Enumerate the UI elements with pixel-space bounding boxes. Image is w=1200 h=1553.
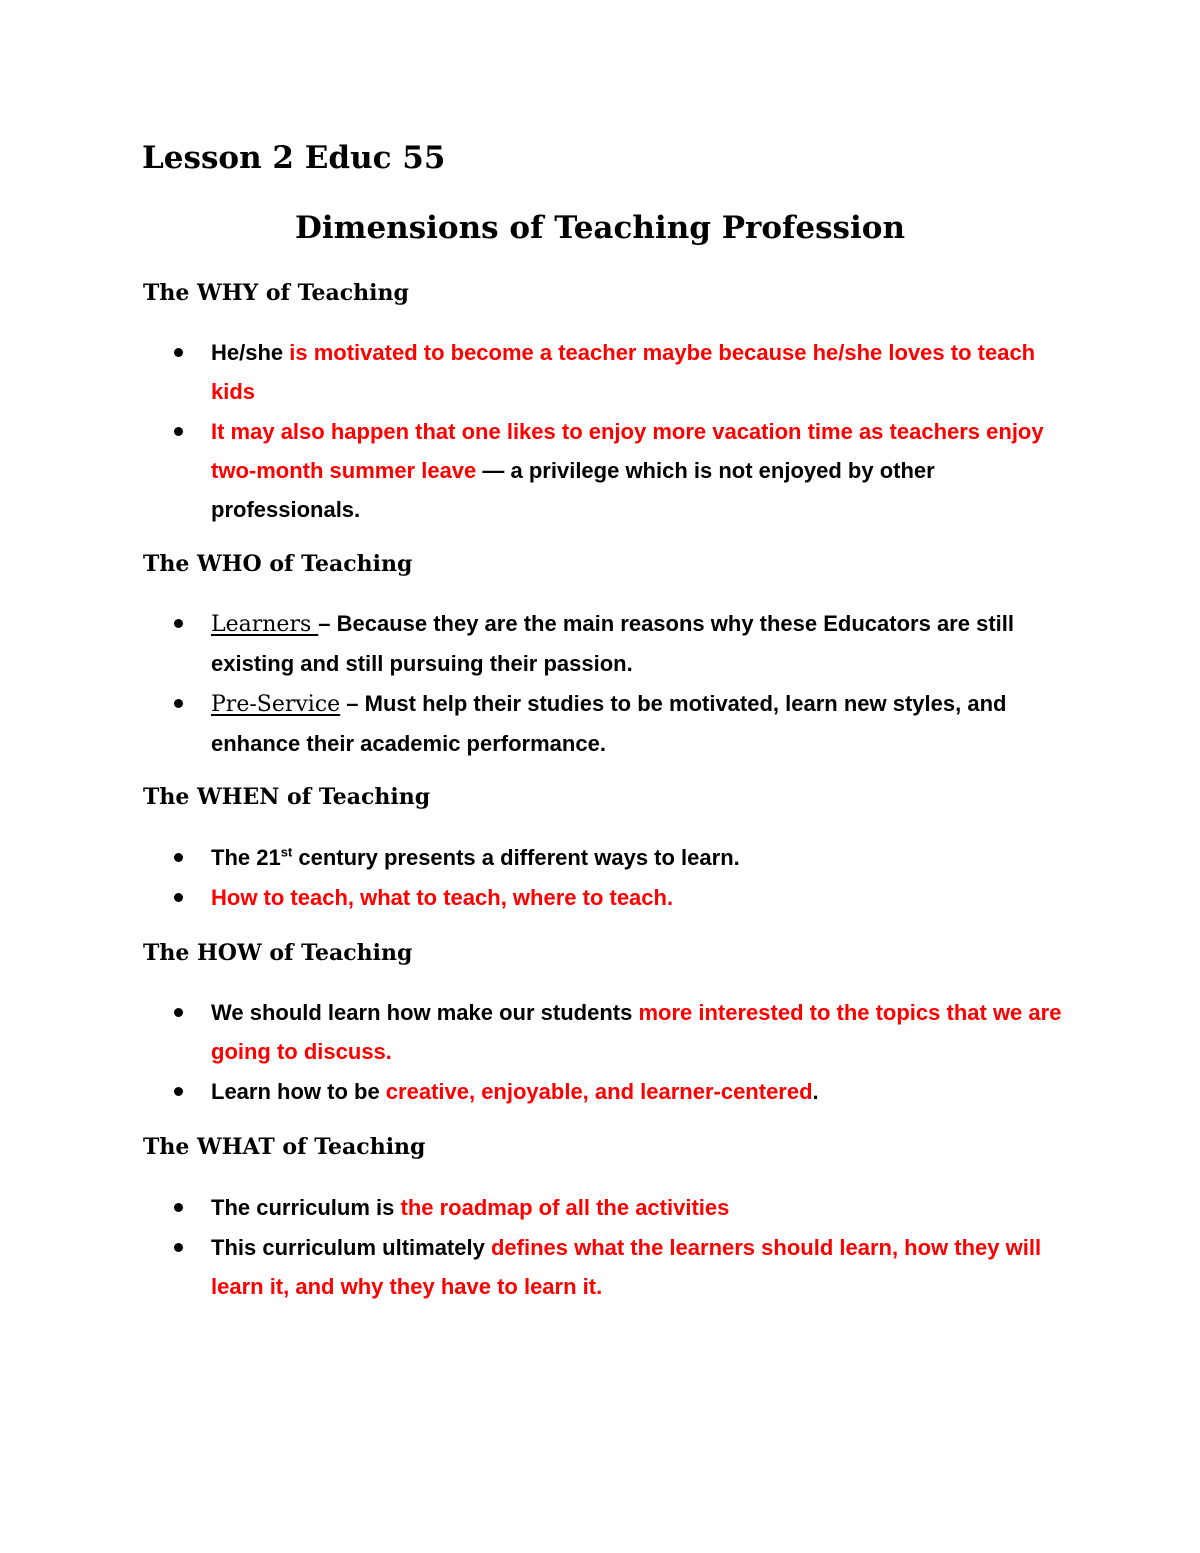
bullet-list-when <box>0 838 1200 918</box>
list-item <box>0 333 1071 411</box>
bullet-text-highlight: more interested to the topics that we are going to discuss. <box>211 1000 1062 1064</box>
bullet-text-black: We should learn how make our students <box>211 1000 639 1025</box>
document-title: Lesson 2 Educ 55 <box>142 140 446 176</box>
list-item <box>0 604 1071 683</box>
bullet-term-learners: Learners <box>211 612 319 637</box>
bullet-icon <box>174 348 183 357</box>
bullet-icon <box>174 427 183 436</box>
bullet-text-highlight: It may also happen that one likes to enjoy more vacation time as teachers enjoy two-month summer leave <box>211 419 1044 483</box>
list-item <box>0 1228 1071 1306</box>
section-heading-how: The HOW of Teaching <box>143 940 413 966</box>
list-item <box>0 993 1071 1071</box>
bullet-text-highlight: defines what the learners should learn, how they will learn it, and why they have to learn it. <box>211 1235 1042 1299</box>
bullet-icon <box>174 1243 183 1252</box>
list-item <box>0 838 1071 877</box>
section-heading-what: The WHAT of Teaching <box>143 1134 426 1160</box>
bullet-icon <box>174 1008 183 1017</box>
list-item <box>0 878 1071 917</box>
list-item <box>0 1188 1071 1227</box>
bullet-icon <box>174 1203 183 1212</box>
section-heading-why: The WHY of Teaching <box>143 280 409 306</box>
bullet-text-black: — a privilege which is not enjoyed by other professionals. <box>211 458 935 522</box>
list-item <box>0 684 1071 763</box>
bullet-icon <box>174 619 183 628</box>
bullet-text-black: He/she <box>211 340 290 365</box>
bullet-text-highlight: How to teach, what to teach, where to teach. <box>211 885 674 910</box>
bullet-icon <box>174 893 183 902</box>
bullet-text-black: – Must help their studies to be motivated, learn new styles, and enhance their academic performance. <box>211 691 1007 756</box>
section-heading-when: The WHEN of Teaching <box>143 784 431 810</box>
list-item <box>0 1072 1071 1111</box>
bullet-icon <box>174 1087 183 1096</box>
bullet-text-black: century presents a different ways to learn. <box>292 845 740 870</box>
bullet-list-how <box>0 993 1200 1112</box>
bullet-text-highlight: creative, enjoyable, and learner-centered <box>385 1079 813 1104</box>
section-heading-who: The WHO of Teaching <box>143 551 413 577</box>
bullet-list-why <box>0 333 1200 530</box>
bullet-icon <box>174 699 183 708</box>
bullet-text-black: Learn how to be <box>211 1079 386 1104</box>
bullet-text-black: The 21 <box>211 845 281 870</box>
bullet-text-black: – Because they are the main reasons why these Educators are still existing and still pursuing their passion. <box>211 611 1014 676</box>
document-subtitle: Dimensions of Teaching Profession <box>294 210 905 246</box>
bullet-text-highlight: is motivated to become a teacher maybe because he/she loves to teach kids <box>211 340 1036 404</box>
bullet-text-black: This curriculum ultimately <box>211 1235 491 1260</box>
superscript-st: st <box>280 844 293 860</box>
bullet-icon <box>174 853 183 862</box>
bullet-term-pre-service: Pre-Service <box>211 692 341 717</box>
list-item <box>0 412 1071 529</box>
bullet-text-black: . <box>812 1079 819 1104</box>
bullet-text-black: The curriculum is <box>211 1195 401 1220</box>
bullet-text-highlight: the roadmap of all the activities <box>400 1195 730 1220</box>
bullet-list-who <box>0 604 1200 764</box>
bullet-list-what <box>0 1188 1200 1307</box>
